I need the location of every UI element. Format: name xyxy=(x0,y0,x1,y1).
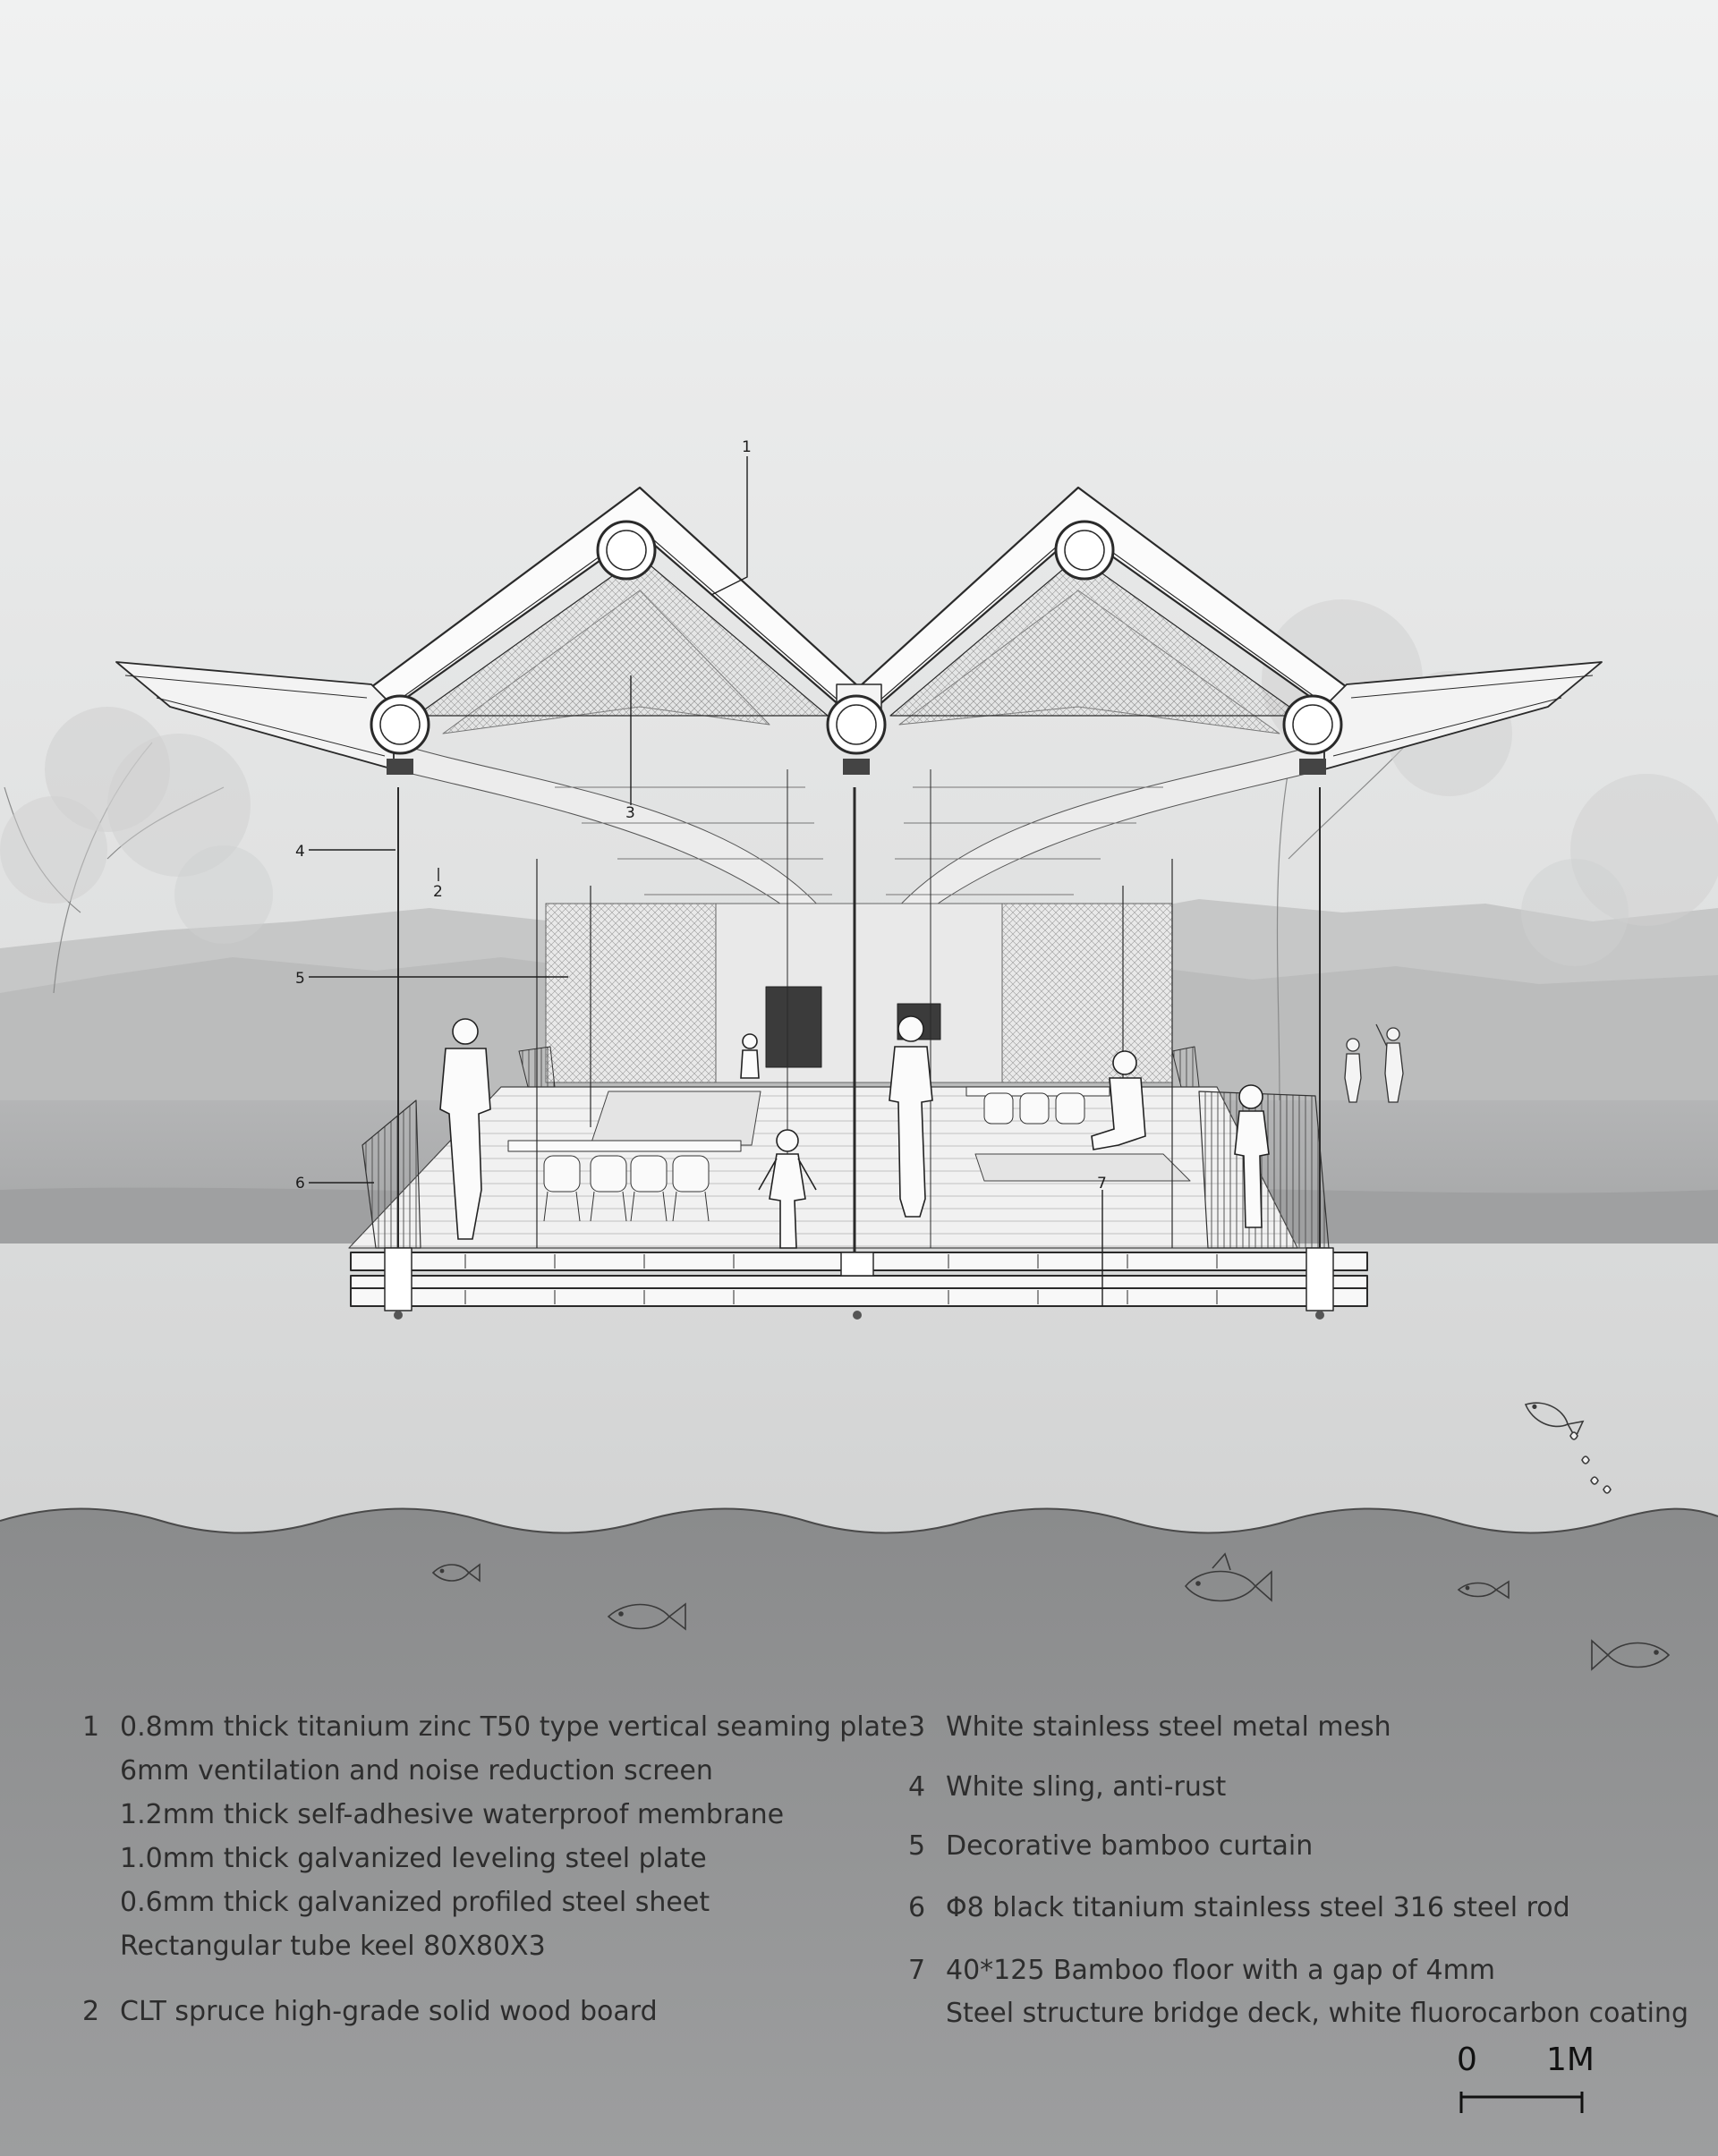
legend-number: 1 xyxy=(82,1711,100,1743)
callout-4: 4 xyxy=(295,843,305,861)
scale-label-end: 1M xyxy=(1546,2041,1595,2078)
callout-2: 2 xyxy=(433,883,443,901)
legend-line: White sling, anti-rust xyxy=(946,1771,1227,1803)
legend-item-6 xyxy=(908,1892,1696,1928)
legend-line: 6mm ventilation and noise reduction screen xyxy=(120,1755,713,1787)
legend-line: White stainless steel metal mesh xyxy=(946,1711,1391,1743)
person-child-back xyxy=(741,1034,759,1078)
legend-item-5 xyxy=(908,1830,1696,1866)
callout-3: 3 xyxy=(625,804,635,822)
callout-1: 1 xyxy=(742,438,752,456)
legend-number: 6 xyxy=(908,1892,926,1923)
callout-7: 7 xyxy=(1097,1175,1107,1193)
legend-number: 7 xyxy=(908,1955,926,1986)
legend-line: 40*125 Bamboo floor with a gap of 4mm xyxy=(946,1955,1496,1986)
callout-5: 5 xyxy=(295,970,305,988)
legend-line: CLT spruce high-grade solid wood board xyxy=(120,1996,658,2027)
legend-item-1 xyxy=(82,1711,908,1962)
legend-line: Decorative bamboo curtain xyxy=(946,1830,1314,1862)
scale-label-start: 0 xyxy=(1457,2041,1477,2078)
legend-line: 1.0mm thick galvanized leveling steel plate xyxy=(120,1843,707,1874)
legend-number: 2 xyxy=(82,1996,100,2027)
legend-line: Rectangular tube keel 80X80X3 xyxy=(120,1931,546,1962)
legend-line: 0.8mm thick titanium zinc T50 type vertical seaming plate xyxy=(120,1711,908,1743)
legend-item-2 xyxy=(82,1996,870,2032)
legend-item-7 xyxy=(908,1955,1696,2035)
legend-number: 5 xyxy=(908,1830,926,1862)
legend-line: Steel structure bridge deck, white fluorocarbon coating xyxy=(946,1998,1688,2029)
legend-line: 1.2mm thick self-adhesive waterproof membrane xyxy=(120,1799,785,1830)
legend-number: 4 xyxy=(908,1771,926,1803)
legend-number: 3 xyxy=(908,1711,926,1743)
legend-item-4 xyxy=(908,1771,1696,1807)
legend-line: Φ8 black titanium stainless steel 316 steel rod xyxy=(946,1892,1570,1923)
callout-6: 6 xyxy=(295,1175,305,1193)
legend-item-3 xyxy=(908,1711,1696,1747)
legend-line: 0.6mm thick galvanized profiled steel sheet xyxy=(120,1887,710,1918)
